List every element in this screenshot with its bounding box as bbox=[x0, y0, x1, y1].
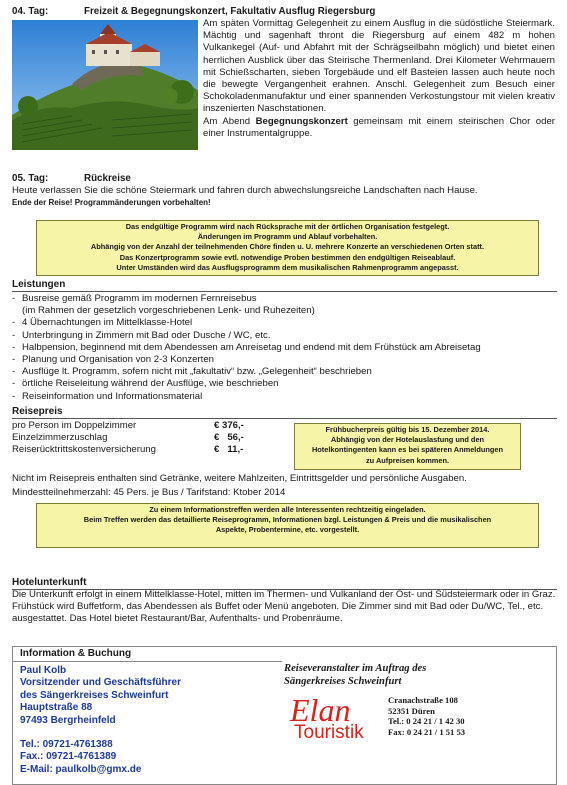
booking-title: Information & Buchung bbox=[20, 648, 132, 659]
contact-name: Paul Kolb bbox=[20, 665, 67, 676]
list-item: - örtliche Reiseleitung während der Ausflüge, wie beschrieben bbox=[12, 378, 557, 390]
reisepreis-divider bbox=[12, 418, 557, 419]
contact-fax: Fax.: 09721-4761389 bbox=[20, 751, 117, 763]
price-label: pro Person im Doppelzimmer bbox=[12, 420, 137, 431]
notice-line: Abhängig von der Anzahl der teilnehmenden Chöre finden u. U. mehrere Konzerte an verschiedenen Orten statt. bbox=[90, 242, 485, 252]
day5-description: Heute verlassen Sie die schöne Steiermark und fahren durch abwechslungsreiche Landschaften nach Hause. bbox=[12, 185, 478, 196]
contact-block bbox=[20, 665, 181, 727]
operator-statement bbox=[284, 662, 524, 688]
early-line: Abhängig von der Hotelauslastung und den bbox=[330, 435, 485, 445]
day4-label: 04. Tag: bbox=[12, 6, 49, 17]
list-item: - Planung und Organisation von 2-3 Konzerten bbox=[12, 354, 557, 366]
day4-body: Am späten Vormittag Gelegenheit zu einem Ausflug in die südöstliche Steiermark. Mächtig und sagenhaft thront die Riegersburg auf einem 482 m hohen Vulkankegel (Auf- und Abfahrt mit der Schrägseilbahn möglich) und bietet einen herrlichen Ausblick über das Steirische Thermenland. Drei Kilometer Wehrmauern mit Schießscharten, sieben Torgebäude und elf Basteien lassen auch heute noch die bewegte Vergangenheit erahnen. Anschl. Gelegenheit zum Besuch einer Schokoladenmanufaktur und einer spannenden Verkostungstour mit vielen kreativ inszenierten Naschstationen. bbox=[203, 18, 555, 115]
list-item: - Reiseinformation und Informationsmaterial bbox=[12, 391, 557, 403]
meeting-line: Aspekte, Probentermine, etc. vorgestellt. bbox=[215, 525, 360, 535]
notice-line: Das Konzertprogramm sowie evtl. notwendige Proben bestimmen den endgültigen Reiseablauf. bbox=[119, 252, 456, 262]
list-item: - Unterbringung in Zimmern mit Bad oder Dusche / WC, etc. bbox=[12, 330, 557, 342]
price-row bbox=[12, 444, 292, 456]
leistungen-divider bbox=[12, 291, 557, 292]
elan-touristik-logo bbox=[290, 692, 364, 743]
address-city: 52351 Düren bbox=[388, 705, 435, 716]
address-fax: Fax: 0 24 21 / 1 51 53 bbox=[388, 726, 466, 737]
hotel-title: Hotelunterkunft bbox=[12, 577, 87, 588]
notice-line: Das endgültige Programm wird nach Rücksprache mit der örtlichen Organisation festgelegt. bbox=[125, 222, 450, 231]
phone-block bbox=[20, 739, 141, 776]
day4-heading bbox=[12, 6, 557, 18]
notice-line: Unter Umständen wird das Ausflugsprogramm dem musikalischen Rahmenprogramm angepasst. bbox=[116, 262, 459, 272]
early-booking-box bbox=[294, 423, 521, 470]
day4-evening-bold: Begegnungskonzert bbox=[255, 115, 348, 127]
day5-label: 05. Tag: bbox=[12, 173, 49, 184]
price-value: € 11,- bbox=[214, 444, 244, 455]
operator-address bbox=[388, 695, 465, 737]
address-street: Cranachstraße 108 bbox=[388, 695, 458, 705]
logo-sub: Touristik bbox=[294, 722, 364, 743]
contact-org: des Sängerkreises Schweinfurt bbox=[20, 689, 169, 701]
meeting-line: Beim Treffen werden das detaillierte Reiseprogramm, Informationen bzgl. Leistungen & Preis und die musikalischen bbox=[83, 515, 492, 525]
meeting-line: Zu einem Informationstreffen werden alle Interessenten rechtzeitig eingeladen. bbox=[149, 505, 426, 514]
notice-line: Änderungen im Programm und Ablauf vorbehalten. bbox=[197, 232, 378, 242]
operator-line1: Reiseveranstalter im Auftrag des bbox=[284, 663, 427, 674]
day5-title: Rückreise bbox=[84, 173, 131, 184]
operator-line2: Sängerkreises Schweinfurt bbox=[284, 676, 402, 687]
leistungen-list bbox=[12, 293, 557, 403]
list-item: (im Rahmen der gesetzlich vorgeschriebenen Lenk- und Ruhezeiten) bbox=[22, 305, 315, 317]
logo-word: Elan bbox=[290, 692, 351, 728]
min-participants-text: Mindestteilnehmerzahl: 45 Pers. je Bus / Tarifstand: Ktober 2014 bbox=[12, 487, 286, 498]
info-meeting-box bbox=[36, 503, 539, 548]
reisepreis-title: Reisepreis bbox=[12, 406, 63, 417]
booking-divider bbox=[12, 661, 282, 662]
riegersburg-photo bbox=[12, 20, 198, 150]
list-item: - Ausflüge lt. Programm, sofern nicht mit „fakultativ“ bzw. „Gelegenheit“ beschrieben bbox=[12, 366, 557, 378]
list-item: - Halbpension, beginnend mit dem Abendessen am Anreisetag und endend mit dem Frühstück am Abreisetag bbox=[12, 342, 557, 354]
list-item: - Busreise gemäß Programm im modernen Fernreisebus bbox=[12, 293, 557, 305]
day4-evening-post: gemeinsam mit einem steirischen Chor oder einer Instrumentalgruppe. bbox=[203, 115, 555, 139]
not-included-text: Nicht im Reisepreis enthalten sind Getränke, weitere Mahlzeiten, Eintrittsgelder und persönliche Ausgaben. bbox=[12, 473, 467, 484]
program-notice-box bbox=[36, 220, 539, 276]
contact-role: Vorsitzender und Geschäftsführer bbox=[20, 677, 181, 689]
price-row bbox=[12, 420, 292, 432]
day4-description bbox=[203, 18, 555, 140]
price-label: Einzelzimmerzuschlag bbox=[12, 432, 108, 443]
contact-email[interactable]: E-Mail: paulkolb@gmx.de bbox=[20, 763, 142, 775]
price-row bbox=[12, 432, 292, 444]
price-value: € 376,- bbox=[214, 420, 244, 431]
day4-evening-pre: Am Abend bbox=[203, 115, 256, 127]
address-tel: Tel.: 0 24 21 / 1 42 30 bbox=[388, 716, 465, 727]
day4-title: Freizeit & Begegnungskonzert, Fakultativ Ausflug Riegersburg bbox=[84, 6, 376, 17]
list-item: - 4 Übernachtungen im Mittelklasse-Hotel bbox=[12, 317, 557, 329]
hotel-description: Die Unterkunft erfolgt in einem Mittelklasse-Hotel, mitten im Thermen- und Vulkanland der Ost- und Südsteiermark oder in Graz. Frühstück wird Buffetform, das Abendessen als Buffet oder Menü angeboten. Die Zimmer sind mit Bad oder Du/WC, Tel., etc. ausgestattet. Das Hotel bietet Restaurant/Bar, Aufenthalts- und Probenräume. bbox=[12, 589, 556, 625]
contact-street: Hauptstraße 88 bbox=[20, 702, 93, 714]
early-line: Hotelkontingenten kann es bei späteren Anmeldungen bbox=[311, 445, 504, 455]
leistungen-title: Leistungen bbox=[12, 279, 66, 290]
contact-city: 97493 Bergrheinfeld bbox=[20, 714, 116, 726]
end-of-trip-note: Ende der Reise! Programmänderungen vorbehalten! bbox=[12, 198, 211, 207]
early-line: Frühbucherpreis gültig bis 15. Dezember 2014. bbox=[325, 425, 490, 434]
price-label: Reiserücktrittskostenversicherung bbox=[12, 444, 156, 455]
early-line: zu Aufpreisen kommen. bbox=[365, 455, 450, 465]
contact-phone[interactable]: Tel.: 09721-4761388 bbox=[20, 739, 113, 750]
day5-heading bbox=[12, 173, 131, 185]
price-value: € 56,- bbox=[214, 432, 244, 443]
